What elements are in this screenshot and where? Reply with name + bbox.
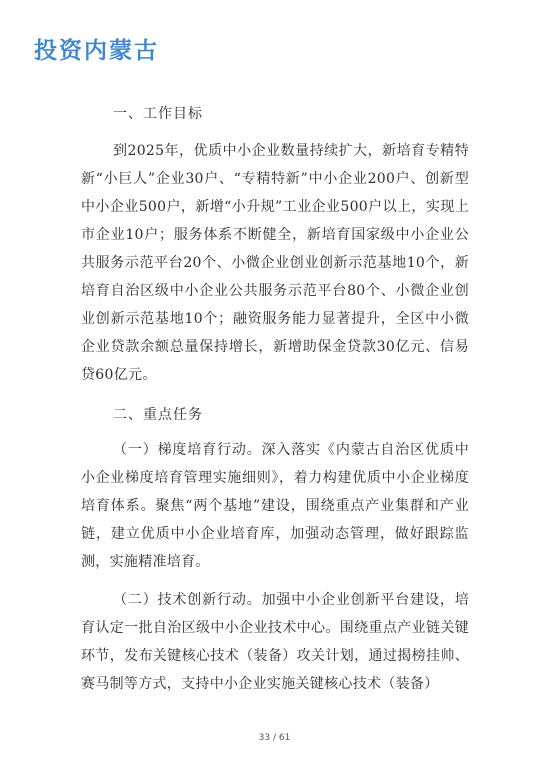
paragraph-task-gradient-cultivation: （一）梯度培育行动。深入落实《内蒙古自治区优质中小企业梯度培育管理实施细则》，着力构建优质中小企业梯度培育体系。聚焦“两个基地”建设，围绕重点产业集群和产业链，建立优质中小企业培育库，加强动态管理，做好跟踪监测，实施精准培育。 (81, 442, 469, 570)
paragraph-work-goals: 到2025年，优质中小企业数量持续扩大，新培育专精特新“小巨人”企业30户、“专精特新”中小企业200户、创新型中小企业500户，新增“小升规”工业企业500户以上，实现上市企业10户；服务体系不断健全，新培育国家级中小企业公共服务示范平台20个、小微企业创业创新示范基地10个，新培育自治区级中小企业公共服务示范平台80个、小微企业创业创新示范基地10个；融资服务能力显著提升，全区中小微企业贷款余额总量保持增长，新增助保金贷款30亿元、信易贷60亿元。 (81, 143, 469, 383)
document-body (81, 103, 469, 698)
page-number: 33 / 61 (258, 733, 291, 743)
page-header-title: 投资内蒙古 (34, 38, 159, 64)
section-heading-work-goals: 一、工作目标 (113, 106, 203, 122)
section-heading-key-tasks: 二、重点任务 (113, 407, 203, 423)
paragraph-task-tech-innovation: （二）技术创新行动。加强中小企业创新平台建设，培育认定一批自治区级中小企业技术中心。围绕重点产业链关键环节，发布关键核心技术（装备）攻关计划，通过揭榜挂帅、赛马制等方式，支持中小企业实施关键核心技术（装备） (81, 592, 469, 692)
